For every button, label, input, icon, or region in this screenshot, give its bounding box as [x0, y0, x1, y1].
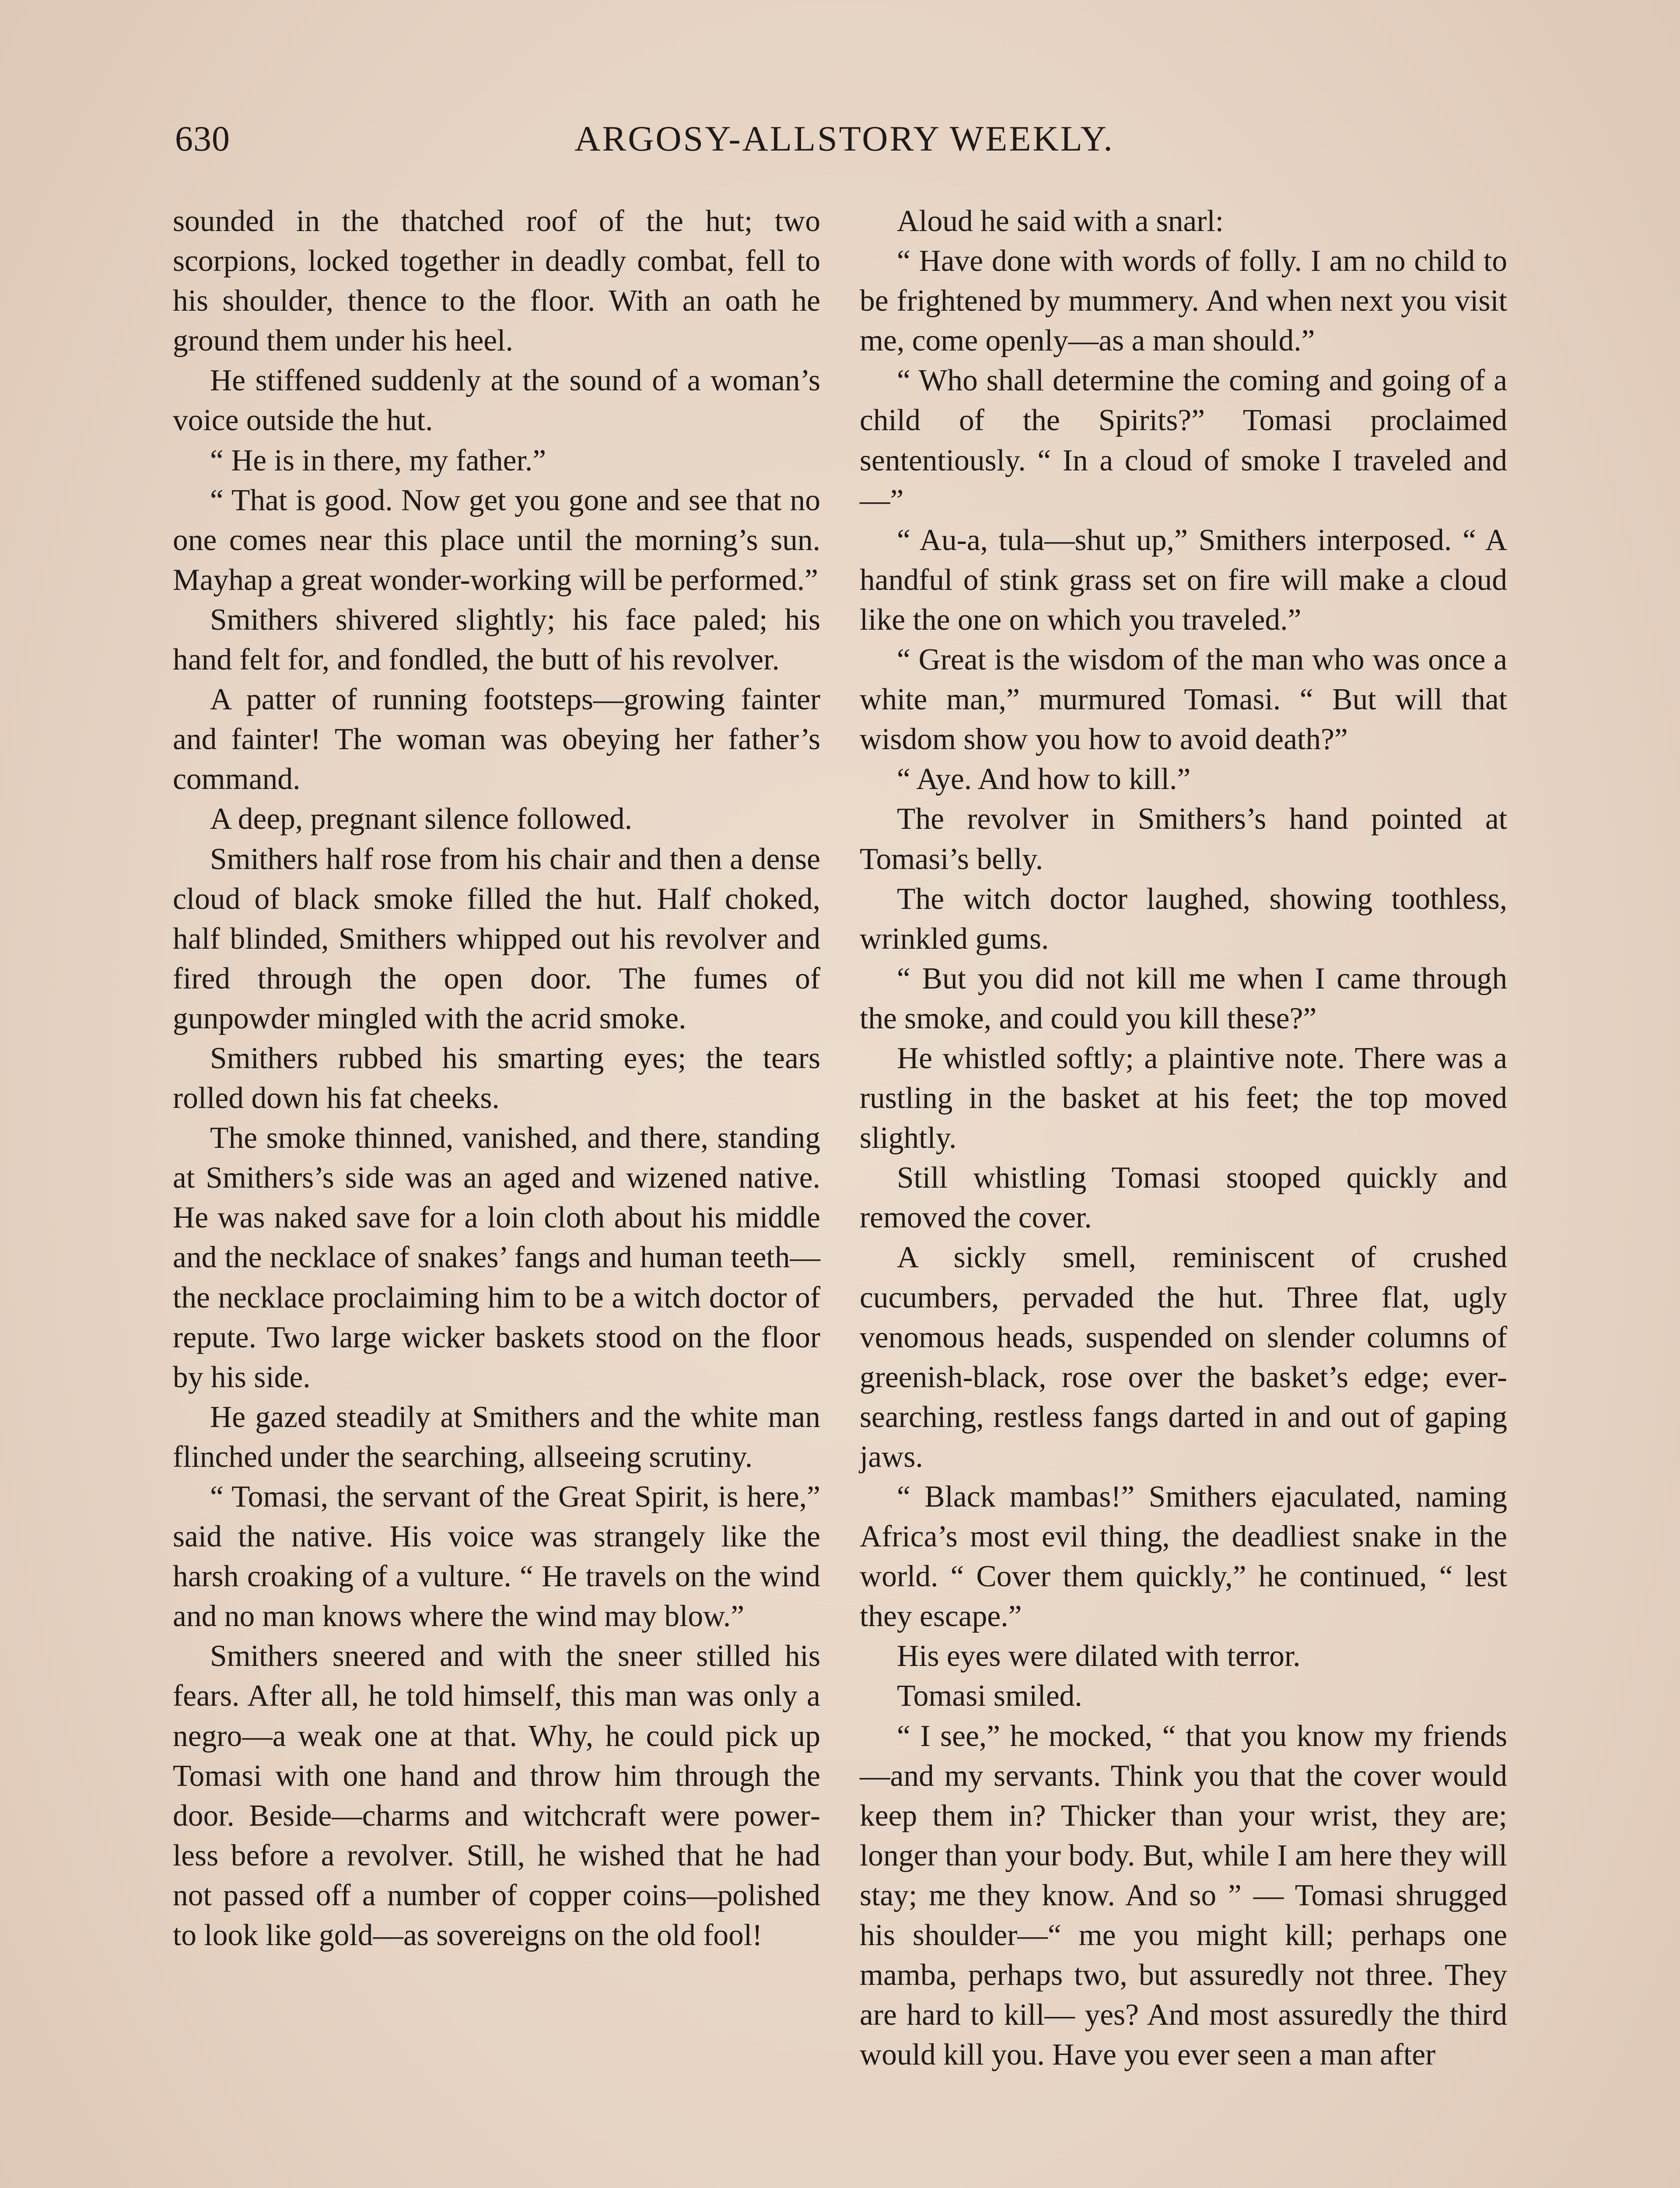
paragraph: Smithers half rose from his chair and then a dense cloud of black smoke filled the hut. Half choked, half blinded, Smithers whipped out his revolver and fired through the open door. The fumes of gunpowder mingled with the acrid smoke. — [173, 842, 820, 1035]
paragraph: Smithers sneered and with the sneer stilled his fears. After all, he told himself, this man was only a negro—a weak one at that. Why, he could pick up Tomasi with one hand and throw him through the door. Beside—charms and witchcraft were powerless before a revolver. Still, he wished that he had not passed off a number of copper coins—polished to look like gold—as sovereigns on the old fool! — [173, 1639, 820, 1953]
running-title: ARGOSY-ALLSTORY WEEKLY. — [574, 119, 1114, 158]
paragraph: His eyes were dilated with terror. — [897, 1639, 1301, 1673]
paragraph: Still whistling Tomasi stooped quickly and removed the cover. — [860, 1161, 1507, 1235]
right-text-column — [860, 201, 1507, 2075]
paragraph: Smithers shivered slightly; his face paled; his hand felt for, and fondled, the butt of his revolver. — [173, 603, 820, 677]
paragraph: “ Black mambas!” Smithers ejaculated, naming Africa’s most evil thing, the deadliest snake in the world. “ Cover them quickly,” he continued, “ lest they escape.” — [860, 1480, 1507, 1634]
paragraph: “ I see,” he mocked, “ that you know my friends—and my servants. Think you that the cover would keep them in? Thicker than your wrist, they are; longer than your body. But, while I am here they will stay; me they know. And so ” — Tomasi shrugged his shoulder—“ me you might kill; perhaps one mamba, perhaps two, but assuredly not three. They are hard to kill— yes? And most assuredly the third would kill you. Have you ever seen a man after — [860, 1719, 1507, 2072]
paragraph: “ That is good. Now get you gone and see that no one comes near this place until the morning’s sun. Mayhap a great wonder-working will be performed.” — [173, 483, 820, 597]
paragraph: Tomasi smiled. — [897, 1679, 1082, 1713]
paragraph: “ But you did not kill me when I came through the smoke, and could you kill these?” — [860, 961, 1507, 1035]
paragraph: He whistled softly; a plaintive note. There was a rustling in the basket at his feet; the top moved slightly. — [860, 1041, 1507, 1155]
paragraph: sounded in the thatched roof of the hut; two scorpions, locked together in deadly combat, fell to his shoulder, thence to the floor. With an oath he ground them under his heel. — [173, 204, 820, 358]
paragraph: A sickly smell, reminiscent of crushed cucumbers, pervaded the hut. Three flat, ugly venomous heads, suspended on slender columns of greenish-black, rose over the basket’s edge; ever-searching, restless fangs darted in and out of gaping jaws. — [860, 1241, 1507, 1474]
paragraph: A deep, pregnant silence followed. — [210, 802, 632, 836]
paragraph: The witch doctor laughed, showing toothless, wrinkled gums. — [860, 882, 1507, 956]
paragraph: He gazed steadily at Smithers and the white man flinched under the searching, allseeing scrutiny. — [173, 1400, 820, 1474]
paragraph: He stiffened suddenly at the sound of a woman’s voice outside the hut. — [173, 364, 820, 438]
paragraph: A patter of running footsteps—growing fainter and fainter! The woman was obeying her father’s command. — [173, 683, 820, 796]
paragraph: “ Have done with words of folly. I am no child to be frightened by mummery. And when next you visit me, come openly—as a man should.” — [860, 244, 1507, 358]
paragraph: “ Au-a, tula—shut up,” Smithers interposed. “ A handful of stink grass set on fire will make a cloud like the one on which you traveled.” — [860, 523, 1507, 637]
paragraph: “ Who shall determine the coming and going of a child of the Spirits?” Tomasi proclaimed sententiously. “ In a cloud of smoke I traveled and—” — [860, 364, 1507, 517]
page-header — [175, 118, 1514, 179]
paragraph: “ Tomasi, the servant of the Great Spirit, is here,” said the native. His voice was strangely like the harsh croaking of a vulture. “ He travels on the wind and no man knows where the wind may blow.” — [173, 1480, 820, 1634]
paragraph: Smithers rubbed his smarting eyes; the tears rolled down his fat cheeks. — [173, 1041, 820, 1115]
page-number: 630 — [175, 119, 230, 158]
paragraph: “ Aye. And how to kill.” — [897, 762, 1191, 796]
paragraph: “ Great is the wisdom of the man who was once a white man,” murmured Tomasi. “ But will that wisdom show you how to avoid death?” — [860, 643, 1507, 757]
paragraph: Aloud he said with a snarl: — [897, 204, 1224, 238]
paragraph: “ He is in there, my father.” — [210, 443, 546, 477]
paragraph: The revolver in Smithers’s hand pointed at Tomasi’s belly. — [860, 802, 1507, 876]
paragraph: The smoke thinned, vanished, and there, standing at Smithers’s side was an aged and wizened native. He was naked save for a loin cloth about his middle and the necklace of snakes’ fangs and human teeth— the necklace proclaiming him to be a witch doctor of repute. Two large wicker baskets stood on the floor by his side. — [173, 1121, 820, 1394]
left-text-column — [173, 201, 820, 1955]
